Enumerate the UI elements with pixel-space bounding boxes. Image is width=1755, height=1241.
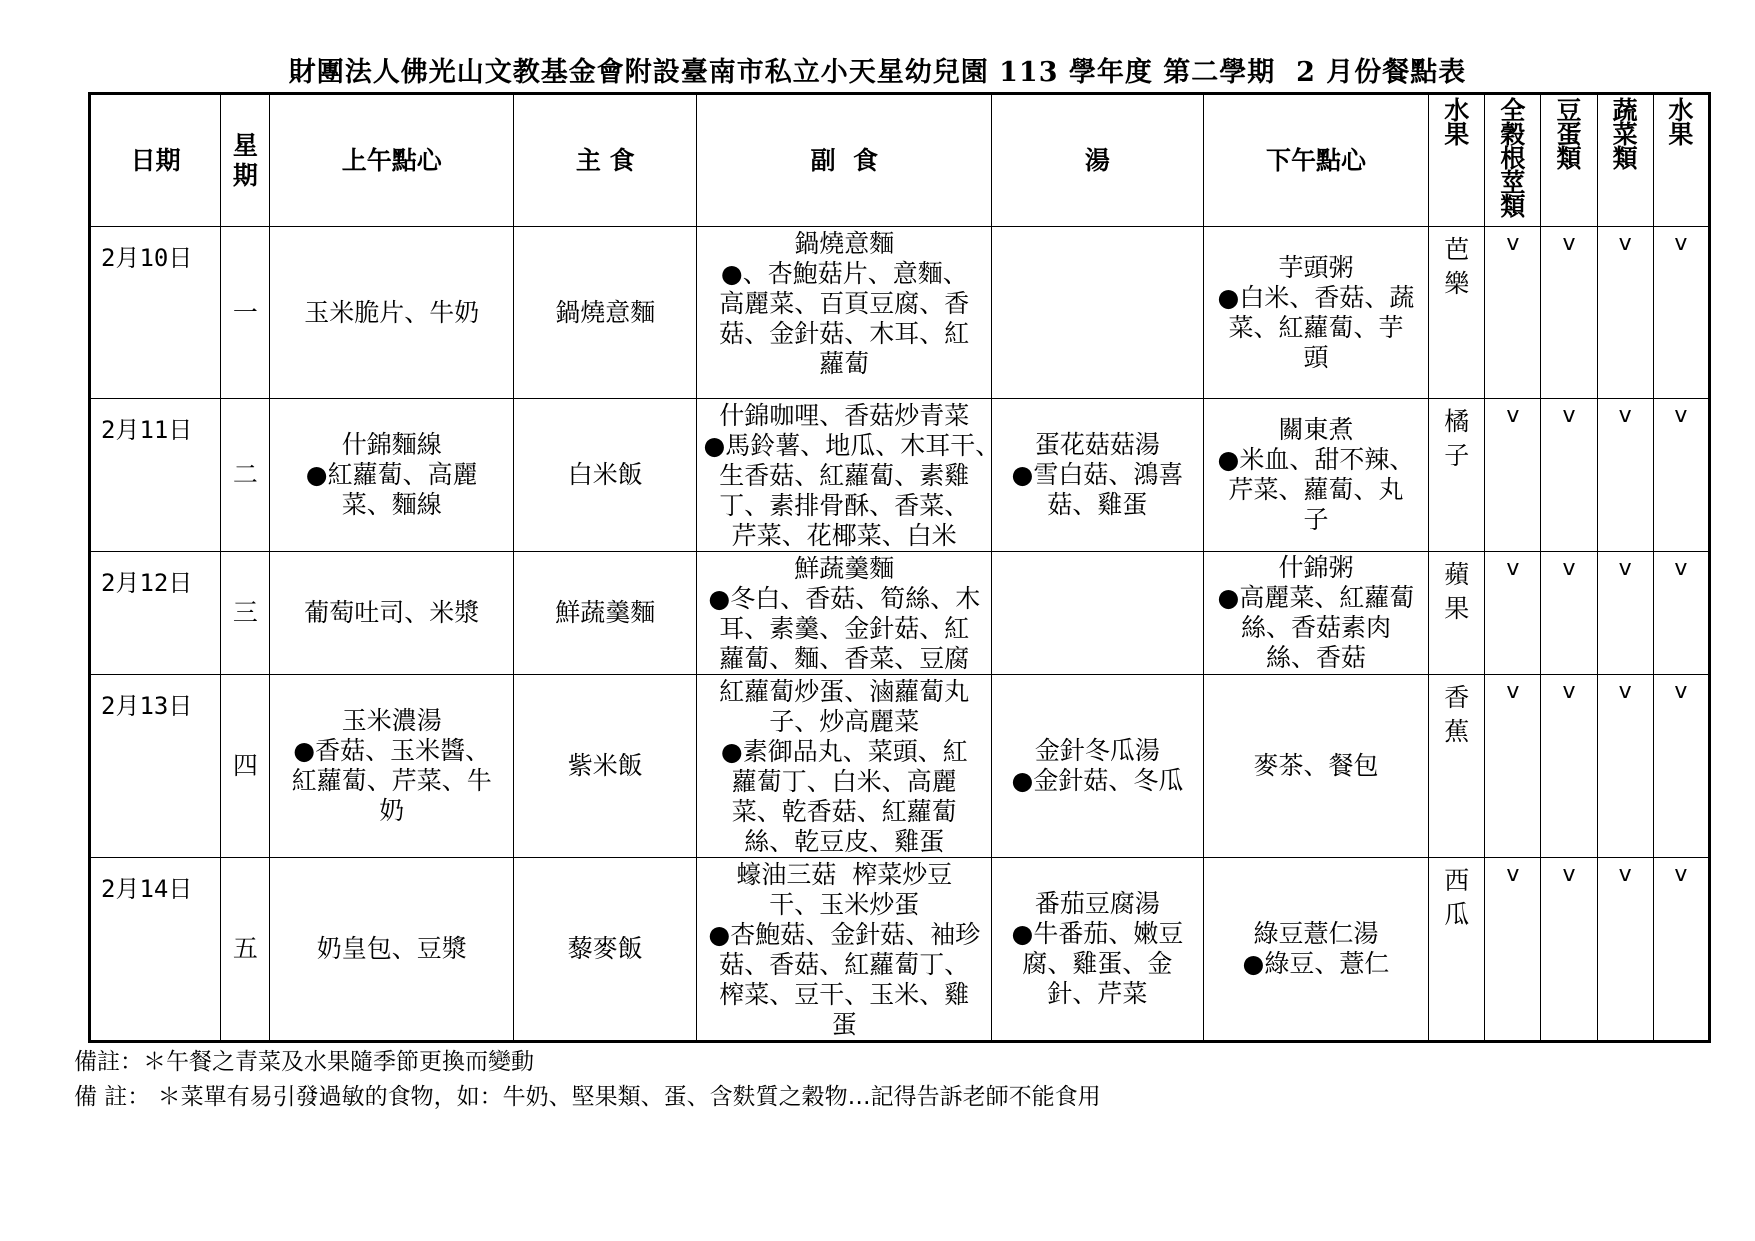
afternoon-snack-line: 芋頭粥 <box>1278 252 1354 282</box>
weekday-cell: 一 <box>221 227 270 399</box>
side-dish-line: ●杏鮑菇、金針菇、袖珍 <box>708 920 981 949</box>
side-dish-line: 耳、素羹、金針菇、紅 <box>719 614 970 643</box>
fruit-cell <box>1429 675 1485 858</box>
side-dish-line: 菇、香菇、紅蘿蔔丁、 <box>719 950 970 979</box>
side-dish-line: 鍋燒意麵 <box>794 229 895 258</box>
side-dish-line: 干、玉米炒蛋 <box>769 890 920 919</box>
soup-cell <box>992 552 1204 675</box>
table-row <box>90 227 1710 399</box>
soup-cell <box>992 227 1204 399</box>
afternoon-snack-line: 綠豆薏仁湯 <box>1253 919 1379 948</box>
vegetables-check: v <box>1597 399 1653 552</box>
afternoon-snack-cell <box>1203 552 1429 675</box>
table-row <box>90 858 1710 1042</box>
header-fruit: 水果 <box>1429 94 1485 227</box>
side-dish-line: 菇、金針菇、木耳、紅 <box>719 319 970 348</box>
main-dish-line: 紫米飯 <box>567 751 643 780</box>
fruit-name: 西瓜 <box>1444 866 1470 929</box>
main-dish-line: 藜麥飯 <box>567 934 643 963</box>
grains-check: v <box>1485 552 1541 675</box>
side-dish-line: 紅蘿蔔炒蛋、滷蘿蔔丸 <box>719 677 970 706</box>
morning-snack-line: 葡萄吐司、米漿 <box>304 598 480 627</box>
side-dish-line: 高麗菜、百頁豆腐、香 <box>719 289 970 318</box>
morning-snack-cell <box>270 675 514 858</box>
soup-line: 菇、雞蛋 <box>1047 490 1148 519</box>
side-dish-line: 鮮蔬羹麵 <box>794 554 895 583</box>
morning-snack-line: 玉米濃湯 <box>341 706 442 735</box>
soup-line: 蛋花菇菇湯 <box>1034 430 1160 459</box>
side-dish-line: 菜、乾香菇、紅蘿蔔 <box>731 797 957 826</box>
fruit-name: 芭樂 <box>1444 235 1470 298</box>
soup-line: 腐、雞蛋、金 <box>1022 949 1173 978</box>
date-cell: 2月11日 <box>90 399 221 552</box>
fruit-cell <box>1429 399 1485 552</box>
morning-snack-line: 紅蘿蔔、芹菜、牛 <box>291 766 492 795</box>
side-dish-cell <box>697 552 992 675</box>
grains-check: v <box>1485 399 1541 552</box>
soup-line: ●金針菇、冬瓜 <box>1011 766 1184 795</box>
header-afternoon-snack: 下午點心 <box>1203 94 1429 227</box>
soup-line: ●牛番茄、嫩豆 <box>1011 919 1184 948</box>
header-weekday: 星期 <box>221 94 270 227</box>
side-dish-cell <box>697 858 992 1042</box>
afternoon-snack-line: 關東煮 <box>1278 415 1354 444</box>
protein-check: v <box>1541 399 1597 552</box>
soup-cell <box>992 858 1204 1042</box>
side-dish-line: ●冬白、香菇、筍絲、木 <box>708 584 981 613</box>
fruit-name: 蘋果 <box>1444 560 1470 623</box>
main-dish-cell <box>514 227 697 399</box>
weekday-cell: 三 <box>221 552 270 675</box>
soup-line: 針、芹菜 <box>1047 979 1148 1008</box>
afternoon-snack-line: 頭 <box>1303 342 1329 372</box>
afternoon-snack-cell <box>1203 858 1429 1042</box>
header-date: 日期 <box>90 94 221 227</box>
protein-check: v <box>1541 675 1597 858</box>
fruit-name: 香蕉 <box>1444 683 1470 746</box>
side-dish-line: ●素御品丸、菜頭、紅 <box>720 737 968 766</box>
side-dish-line: 蠔油三菇 榨菜炒豆 <box>736 860 953 889</box>
date-cell: 2月10日 <box>90 227 221 399</box>
morning-snack-cell <box>270 227 514 399</box>
fruit-cell <box>1429 552 1485 675</box>
main-dish-line: 鮮蔬羹麵 <box>555 598 656 627</box>
morning-snack-cell <box>270 552 514 675</box>
soup-line: 番茄豆腐湯 <box>1034 889 1160 918</box>
morning-snack-line: ●香菇、玉米醬、 <box>293 736 491 765</box>
header-fruits-group: 水果 <box>1653 94 1709 227</box>
afternoon-snack-line: ●白米、香菇、蔬 <box>1217 282 1415 312</box>
header-morning-snack: 上午點心 <box>270 94 514 227</box>
afternoon-snack-line: 菜、紅蘿蔔、芋 <box>1228 312 1404 342</box>
side-dish-line: 生香菇、紅蘿蔔、素雞 <box>719 461 970 490</box>
main-dish-cell <box>514 675 697 858</box>
morning-snack-line: 什錦麵線 <box>341 430 442 459</box>
vegetables-check: v <box>1597 227 1653 399</box>
morning-snack-line: 奶 <box>379 796 405 825</box>
side-dish-line: 芹菜、花椰菜、白米 <box>731 521 957 550</box>
protein-check: v <box>1541 227 1597 399</box>
grains-check: v <box>1485 227 1541 399</box>
afternoon-snack-line: ●綠豆、薏仁 <box>1242 949 1390 978</box>
grains-check: v <box>1485 858 1541 1042</box>
afternoon-snack-line: 絲、香菇 <box>1265 643 1366 672</box>
protein-check: v <box>1541 858 1597 1042</box>
header-vegetables: 蔬菜類 <box>1597 94 1653 227</box>
weekday-cell: 二 <box>221 399 270 552</box>
side-dish-line: ●、杏鮑菇片、意麵、 <box>720 259 968 288</box>
table-row <box>90 675 1710 858</box>
vegetables-check: v <box>1597 858 1653 1042</box>
side-dish-cell <box>697 399 1001 552</box>
morning-snack-cell <box>270 399 514 552</box>
date-cell: 2月14日 <box>90 858 221 1042</box>
fruit-cell <box>1429 858 1485 1042</box>
note-allergy: 備 註： ＊菜單有易引發過敏的食物，如：牛奶、堅果類、蛋、含麩質之穀物…記得告訴老師不能食用 <box>74 1084 1101 1110</box>
side-dish-line: 蘿蔔 <box>819 349 870 378</box>
afternoon-snack-line: 子 <box>1303 505 1329 534</box>
header-side-dish: 副 食 <box>697 94 992 227</box>
side-dish-line: 丁、素排骨酥、香菜、 <box>719 491 970 520</box>
header-grains: 全穀根莖類 <box>1485 94 1541 227</box>
weekday-cell: 四 <box>221 675 270 858</box>
fruits-group-check: v <box>1653 227 1709 399</box>
vegetables-check: v <box>1597 552 1653 675</box>
main-dish-line: 鍋燒意麵 <box>555 297 656 327</box>
afternoon-snack-line: ●米血、甜不辣、 <box>1217 445 1415 474</box>
main-dish-line: 白米飯 <box>567 460 643 489</box>
main-dish-cell <box>514 552 697 675</box>
morning-snack-line: 奶皇包、豆漿 <box>316 934 467 963</box>
side-dish-line: 蛋 <box>831 1010 857 1039</box>
meal-table <box>88 92 1711 1043</box>
note-seasonal: 備註：＊午餐之青菜及水果隨季節更換而變動 <box>74 1049 534 1075</box>
fruits-group-check: v <box>1653 399 1709 552</box>
fruits-group-check: v <box>1653 858 1709 1042</box>
table-body <box>90 227 1710 1042</box>
afternoon-snack-cell <box>1203 399 1429 552</box>
fruits-group-check: v <box>1653 675 1709 858</box>
date-cell: 2月13日 <box>90 675 221 858</box>
afternoon-snack-line: ●高麗菜、紅蘿蔔 <box>1217 583 1415 612</box>
grains-check: v <box>1485 675 1541 858</box>
side-dish-line: 蘿蔔丁、白米、高麗 <box>731 767 957 796</box>
table-row <box>90 552 1710 675</box>
main-dish-cell <box>514 399 697 552</box>
side-dish-line: 子、炒高麗菜 <box>769 707 920 736</box>
morning-snack-line: 玉米脆片、牛奶 <box>304 297 480 327</box>
weekday-cell: 五 <box>221 858 270 1042</box>
page-title: 財團法人佛光山文教基金會附設臺南市私立小天星幼兒園 113 學年度 第二學期 2 月份餐點表 <box>288 57 1467 88</box>
fruit-name: 橘子 <box>1444 407 1470 470</box>
soup-line: 金針冬瓜湯 <box>1034 736 1160 765</box>
afternoon-snack-line: 什錦粥 <box>1278 553 1354 582</box>
side-dish-line: 蘿蔔、麵、香菜、豆腐 <box>719 644 970 673</box>
side-dish-cell <box>697 227 992 399</box>
afternoon-snack-cell <box>1203 675 1429 858</box>
soup-cell <box>992 399 1204 552</box>
fruit-cell <box>1429 227 1485 399</box>
header-protein: 豆蛋類 <box>1541 94 1597 227</box>
vegetables-check: v <box>1597 675 1653 858</box>
main-dish-cell <box>514 858 697 1042</box>
afternoon-snack-line: 絲、香菇素肉 <box>1240 613 1391 642</box>
morning-snack-line: ●紅蘿蔔、高麗 <box>305 460 478 489</box>
side-dish-cell <box>697 675 992 858</box>
morning-snack-line: 菜、麵線 <box>341 490 442 519</box>
soup-line: ●雪白菇、鴻喜 <box>1011 460 1184 489</box>
side-dish-line: 榨菜、豆干、玉米、雞 <box>719 980 970 1009</box>
protein-check: v <box>1541 552 1597 675</box>
table-row <box>90 399 1710 552</box>
header-main-dish: 主 食 <box>514 94 697 227</box>
morning-snack-cell <box>270 858 514 1042</box>
soup-cell <box>992 675 1204 858</box>
afternoon-snack-line: 芹菜、蘿蔔、丸 <box>1228 475 1404 504</box>
header-soup: 湯 <box>992 94 1204 227</box>
side-dish-line: 什錦咖哩、香菇炒青菜 <box>719 401 970 430</box>
date-cell: 2月12日 <box>90 552 221 675</box>
side-dish-line: ●馬鈴薯、地瓜、木耳干、 <box>703 431 1001 460</box>
header-row <box>90 94 1710 227</box>
afternoon-snack-cell <box>1203 227 1429 399</box>
fruits-group-check: v <box>1653 552 1709 675</box>
side-dish-line: 絲、乾豆皮、雞蛋 <box>744 827 945 856</box>
afternoon-snack-line: 麥茶、餐包 <box>1253 751 1379 780</box>
